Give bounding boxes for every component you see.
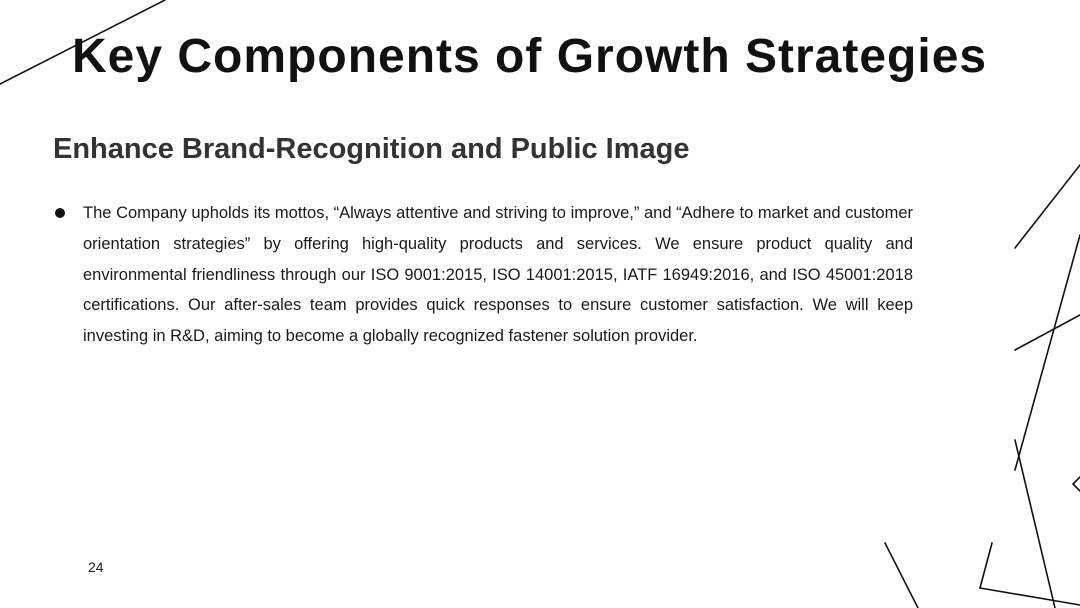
bullet-list (53, 198, 913, 352)
bullet-item (53, 198, 913, 352)
page-number: 24 (88, 559, 104, 575)
decor-line (1015, 235, 1080, 470)
bullet-dot-icon (55, 208, 65, 218)
decor-line (980, 588, 1080, 605)
decor-line (1073, 477, 1080, 491)
decor-line (980, 543, 992, 588)
decor-line (885, 543, 918, 608)
decor-line (1015, 165, 1080, 248)
section-subtitle: Enhance Brand-Recognition and Public Image (53, 133, 690, 165)
slide-title: Key Components of Growth Strategies (72, 30, 988, 83)
decor-line (1015, 315, 1080, 350)
decor-line (1015, 440, 1055, 608)
bullet-text: The Company upholds its mottos, “Always attentive and striving to improve,” and “Adhere to market and customer orientation strategies” by offering high-quality products and services. We ensure product quality and environmental friendliness through our ISO 9001:2015, ISO 14001:2015, IATF 16949:2016, and ISO 45001:2018 certifications. Our after-sales team provides quick responses to ensure customer satisfaction. We will keep investing in R&D, aiming to become a globally recognized fastener solution provider. (83, 204, 913, 346)
